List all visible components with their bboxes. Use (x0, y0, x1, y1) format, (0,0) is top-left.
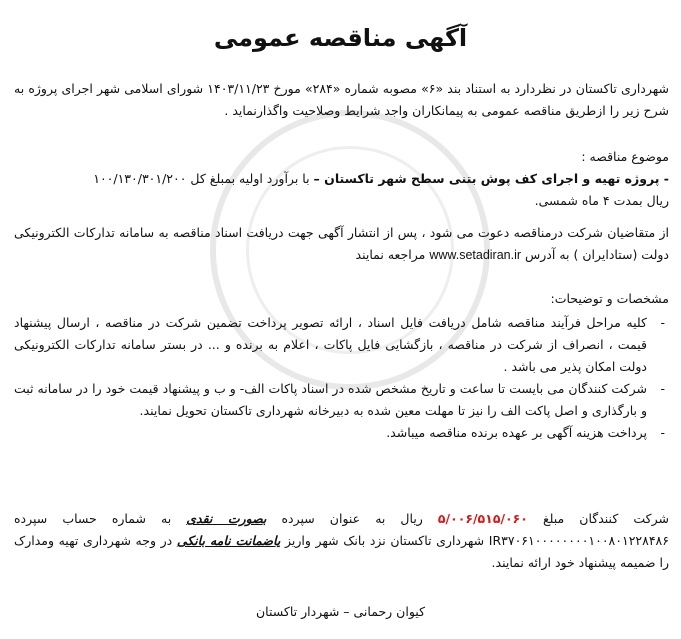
project-estimate: با برآورد اولیه بمبلغ کل ۱۰۰/۱۳۰/۳۰۱/۲۰۰ (93, 171, 310, 186)
deposit-mid2: به شماره حساب سپرده (14, 511, 172, 526)
note-item: - شرکت کنندگان می بایست تا ساعت و تاریخ مشخص شده در اسناد پاکات الف- و ب و پیشنهاد قیمت خود را در سامانه ثبت و بارگذاری و اصل پاکت الف را نیز تا مهلت معین شده به دبیرخانه شهرداری تاکستان تحویل نمایند. (14, 378, 647, 422)
project-period: ریال بمدت ۴ ماه شمسی. (534, 193, 669, 208)
deposit-mid1: ریال به عنوان سپرده (281, 511, 423, 526)
note-item: - کلیه مراحل فرآیند مناقصه شامل دریافت فایل اسناد ، ارائه تصویر پرداخت تضمین شرکت در مناقصه ، ارسال پیشنهاد قیمت ، انصراف از شرکت در مناقصه ، بازگشایی فایل پاکات ، اعلام به برنده و ... در بستر سامانه تدارکات الکترونیکی دولت امکان پذیر می باشد . (14, 312, 647, 378)
invitation-text: از متقاضیان شرکت درمناقصه دعوت می شود ، پس از انتشار آگهی جهت دریافت اسناد مناقصه به سامانه تدارکات الکترونیکی دولت (ستادایران ) به آدرس (14, 225, 669, 262)
deposit-prefix: شرکت کنندگان مبلغ (542, 511, 669, 526)
invitation-tail: مراجعه نمایند (355, 247, 426, 262)
project-name: - پروژه تهیه و اجرای کف پوش بتنی سطح شهر تاکستان – (313, 171, 669, 186)
setadiran-url[interactable]: www.setadiran.ir (429, 248, 522, 262)
note-item: - پرداخت هزینه آگهی بر عهده برنده مناقصه میباشد. (14, 422, 647, 444)
specs-label: مشخصات و توضیحات: (550, 291, 669, 306)
deposit-tail: در وجه شهرداری تهیه ومدارک را ضمیمه پیشنهاد خود ارائه نمایند. (14, 533, 669, 570)
notes-list (14, 312, 669, 444)
deposit-paragraph (14, 508, 669, 574)
invitation-paragraph (14, 222, 669, 266)
project-paragraph (14, 168, 669, 212)
deposit-mid3: شهرداری تاکستان نزد بانک شهر واریز (284, 533, 485, 548)
deposit-amount: ۵/۰۰۶/۵۱۵/۰۶۰ (437, 511, 528, 526)
deposit-guarantee: یاضمانت نامه بانکی (176, 533, 281, 548)
notice-title: آگهی مناقصه عمومی (213, 24, 468, 52)
intro-paragraph: شهرداری تاکستان در نظردارد به استناد بند «۶» مصوبه شماره «۲۸۴» مورخ ۱۴۰۳/۱۱/۲۳ شورای اسلامی شهر اجرای پروژه به شرح زیر را ازطریق مناقصه عمومی به پیمانکاران واجد شرایط وصلاحیت واگذارنماید . (14, 81, 670, 118)
deposit-account: IR۳۷۰۶۱۰۰۰۰۰۰۰۰۱۰۰۸۰۱۲۲۸۴۸۶ (488, 533, 669, 548)
subject-label: موضوع مناقصه : (581, 149, 669, 164)
deposit-cash: بصورت نقدی (186, 511, 267, 526)
signature: کیوان رحمانی – شهردار تاکستان (255, 604, 426, 619)
notes-section (14, 312, 669, 444)
